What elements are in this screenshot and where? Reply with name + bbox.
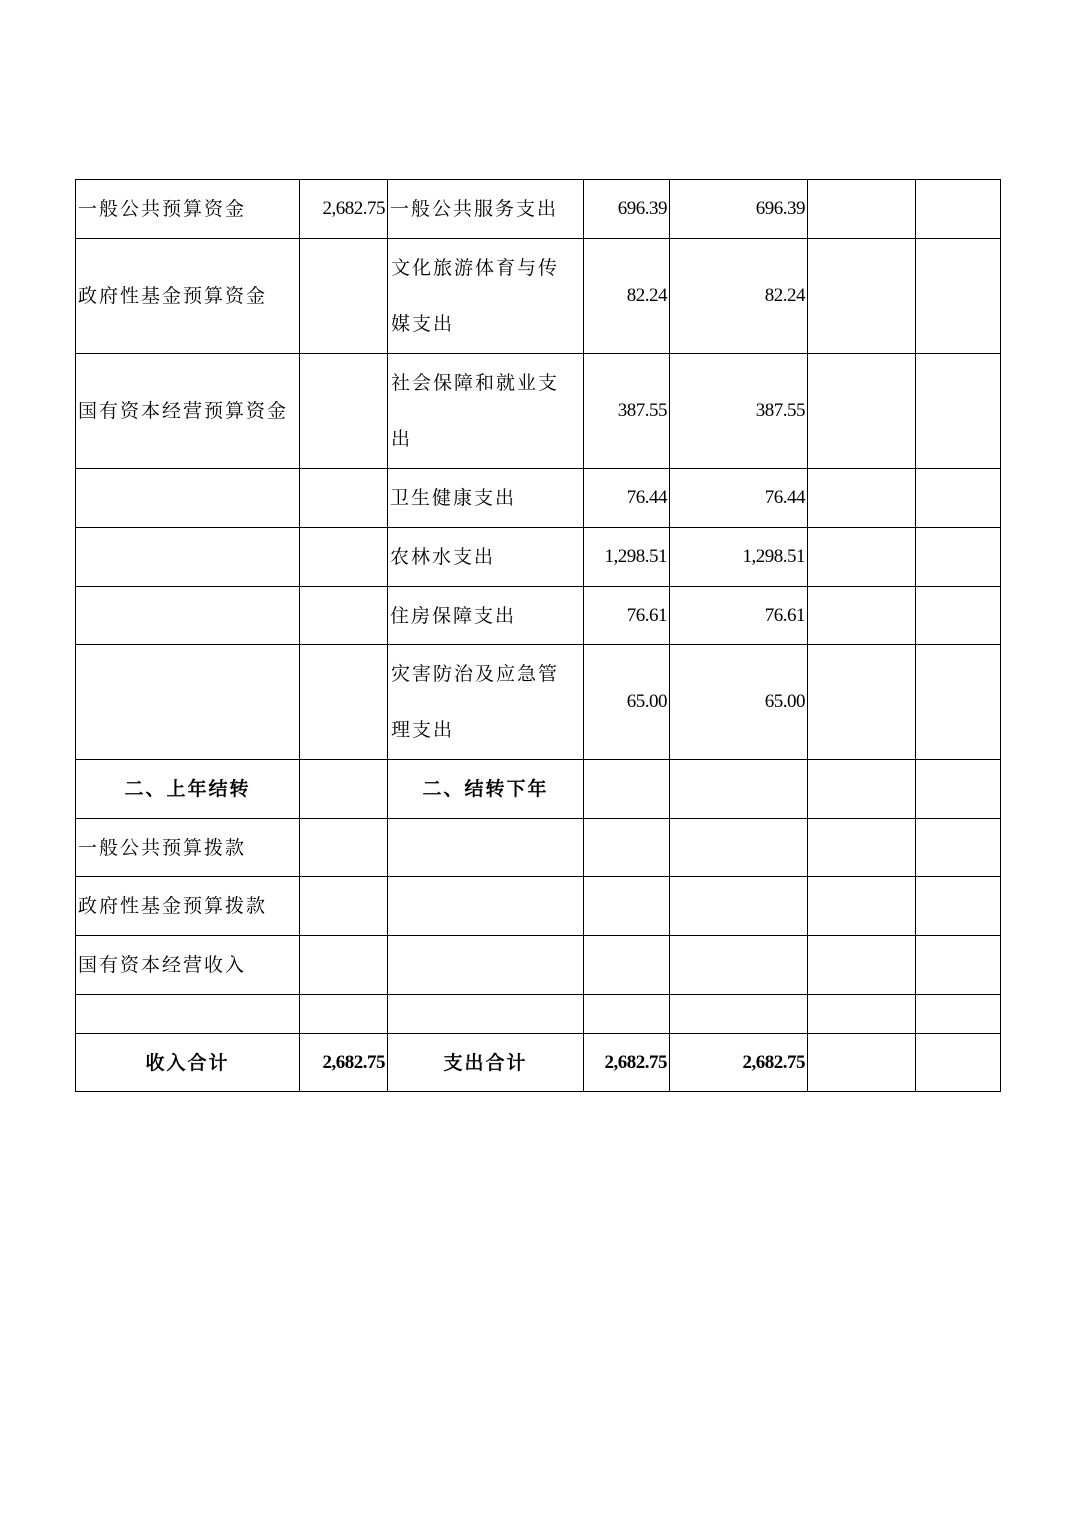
empty-cell <box>916 995 1001 1034</box>
income-amount <box>300 819 388 877</box>
expense-label: 文化旅游体育与传媒支出 <box>388 239 584 354</box>
expense-label <box>388 995 584 1034</box>
empty-cell <box>916 528 1001 587</box>
income-amount <box>300 587 388 645</box>
empty-cell <box>916 819 1001 877</box>
expense-label: 灾害防治及应急管理支出 <box>388 645 584 760</box>
table-row <box>76 239 1001 354</box>
carryover-out-heading: 二、结转下年 <box>388 760 584 819</box>
expense-total-label: 支出合计 <box>388 1034 584 1092</box>
expense-general <box>670 936 808 995</box>
income-label <box>76 528 300 587</box>
empty-cell <box>808 760 916 819</box>
expense-label <box>388 877 584 936</box>
table-row <box>76 760 1001 819</box>
totals-row <box>76 1034 1001 1092</box>
income-label <box>76 645 300 760</box>
expense-general: 76.44 <box>670 469 808 528</box>
expense-general: 696.39 <box>670 180 808 239</box>
expense-general: 76.61 <box>670 587 808 645</box>
expense-total <box>584 936 670 995</box>
table-row <box>76 995 1001 1034</box>
carryover-in-heading: 二、上年结转 <box>76 760 300 819</box>
income-amount <box>300 760 388 819</box>
expense-total-amount: 2,682.75 <box>584 1034 670 1092</box>
expense-total <box>584 995 670 1034</box>
income-amount <box>300 936 388 995</box>
income-total-label: 收入合计 <box>76 1034 300 1092</box>
income-label: 政府性基金预算拨款 <box>76 877 300 936</box>
income-amount <box>300 995 388 1034</box>
table-row <box>76 819 1001 877</box>
income-amount <box>300 877 388 936</box>
expense-label: 卫生健康支出 <box>388 469 584 528</box>
empty-cell <box>808 877 916 936</box>
budget-table <box>75 179 1001 1092</box>
expense-general: 1,298.51 <box>670 528 808 587</box>
empty-cell <box>916 239 1001 354</box>
expense-total: 76.44 <box>584 469 670 528</box>
expense-label: 农林水支出 <box>388 528 584 587</box>
empty-cell <box>916 645 1001 760</box>
empty-cell <box>916 1034 1001 1092</box>
empty-cell <box>808 180 916 239</box>
table-row <box>76 936 1001 995</box>
expense-general: 82.24 <box>670 239 808 354</box>
empty-cell <box>916 469 1001 528</box>
table-row <box>76 877 1001 936</box>
income-amount: 2,682.75 <box>300 180 388 239</box>
income-amount <box>300 645 388 760</box>
empty-cell <box>808 239 916 354</box>
expense-total: 387.55 <box>584 354 670 469</box>
expense-total <box>584 819 670 877</box>
income-label: 一般公共预算拨款 <box>76 819 300 877</box>
expense-general <box>670 819 808 877</box>
income-amount <box>300 469 388 528</box>
expense-label <box>388 936 584 995</box>
empty-cell <box>808 354 916 469</box>
empty-cell <box>808 469 916 528</box>
table-row <box>76 528 1001 587</box>
empty-cell <box>916 354 1001 469</box>
expense-label: 住房保障支出 <box>388 587 584 645</box>
empty-cell <box>808 995 916 1034</box>
empty-cell <box>916 587 1001 645</box>
income-amount <box>300 239 388 354</box>
expense-label: 社会保障和就业支出 <box>388 354 584 469</box>
empty-cell <box>916 877 1001 936</box>
empty-cell <box>916 180 1001 239</box>
income-label <box>76 469 300 528</box>
income-label: 一般公共预算资金 <box>76 180 300 239</box>
expense-total: 65.00 <box>584 645 670 760</box>
income-total-amount: 2,682.75 <box>300 1034 388 1092</box>
expense-label <box>388 819 584 877</box>
empty-cell <box>808 645 916 760</box>
empty-cell <box>808 936 916 995</box>
income-amount <box>300 528 388 587</box>
expense-general: 65.00 <box>670 645 808 760</box>
empty-cell <box>916 936 1001 995</box>
empty-cell <box>808 819 916 877</box>
empty-cell <box>808 528 916 587</box>
expense-total: 696.39 <box>584 180 670 239</box>
income-label: 政府性基金预算资金 <box>76 239 300 354</box>
income-label <box>76 587 300 645</box>
expense-total: 76.61 <box>584 587 670 645</box>
expense-general <box>670 995 808 1034</box>
table-row <box>76 354 1001 469</box>
expense-total: 82.24 <box>584 239 670 354</box>
empty-cell <box>808 1034 916 1092</box>
expense-label: 一般公共服务支出 <box>388 180 584 239</box>
expense-total <box>584 877 670 936</box>
expense-general <box>670 877 808 936</box>
income-label <box>76 995 300 1034</box>
income-label: 国有资本经营收入 <box>76 936 300 995</box>
table-row <box>76 645 1001 760</box>
table-row <box>76 180 1001 239</box>
income-amount <box>300 354 388 469</box>
table-row <box>76 469 1001 528</box>
expense-general-total: 2,682.75 <box>670 1034 808 1092</box>
empty-cell <box>808 587 916 645</box>
expense-general: 387.55 <box>670 354 808 469</box>
expense-total <box>584 760 670 819</box>
table-row <box>76 587 1001 645</box>
expense-total: 1,298.51 <box>584 528 670 587</box>
expense-general <box>670 760 808 819</box>
empty-cell <box>916 760 1001 819</box>
income-label: 国有资本经营预算资金 <box>76 354 300 469</box>
